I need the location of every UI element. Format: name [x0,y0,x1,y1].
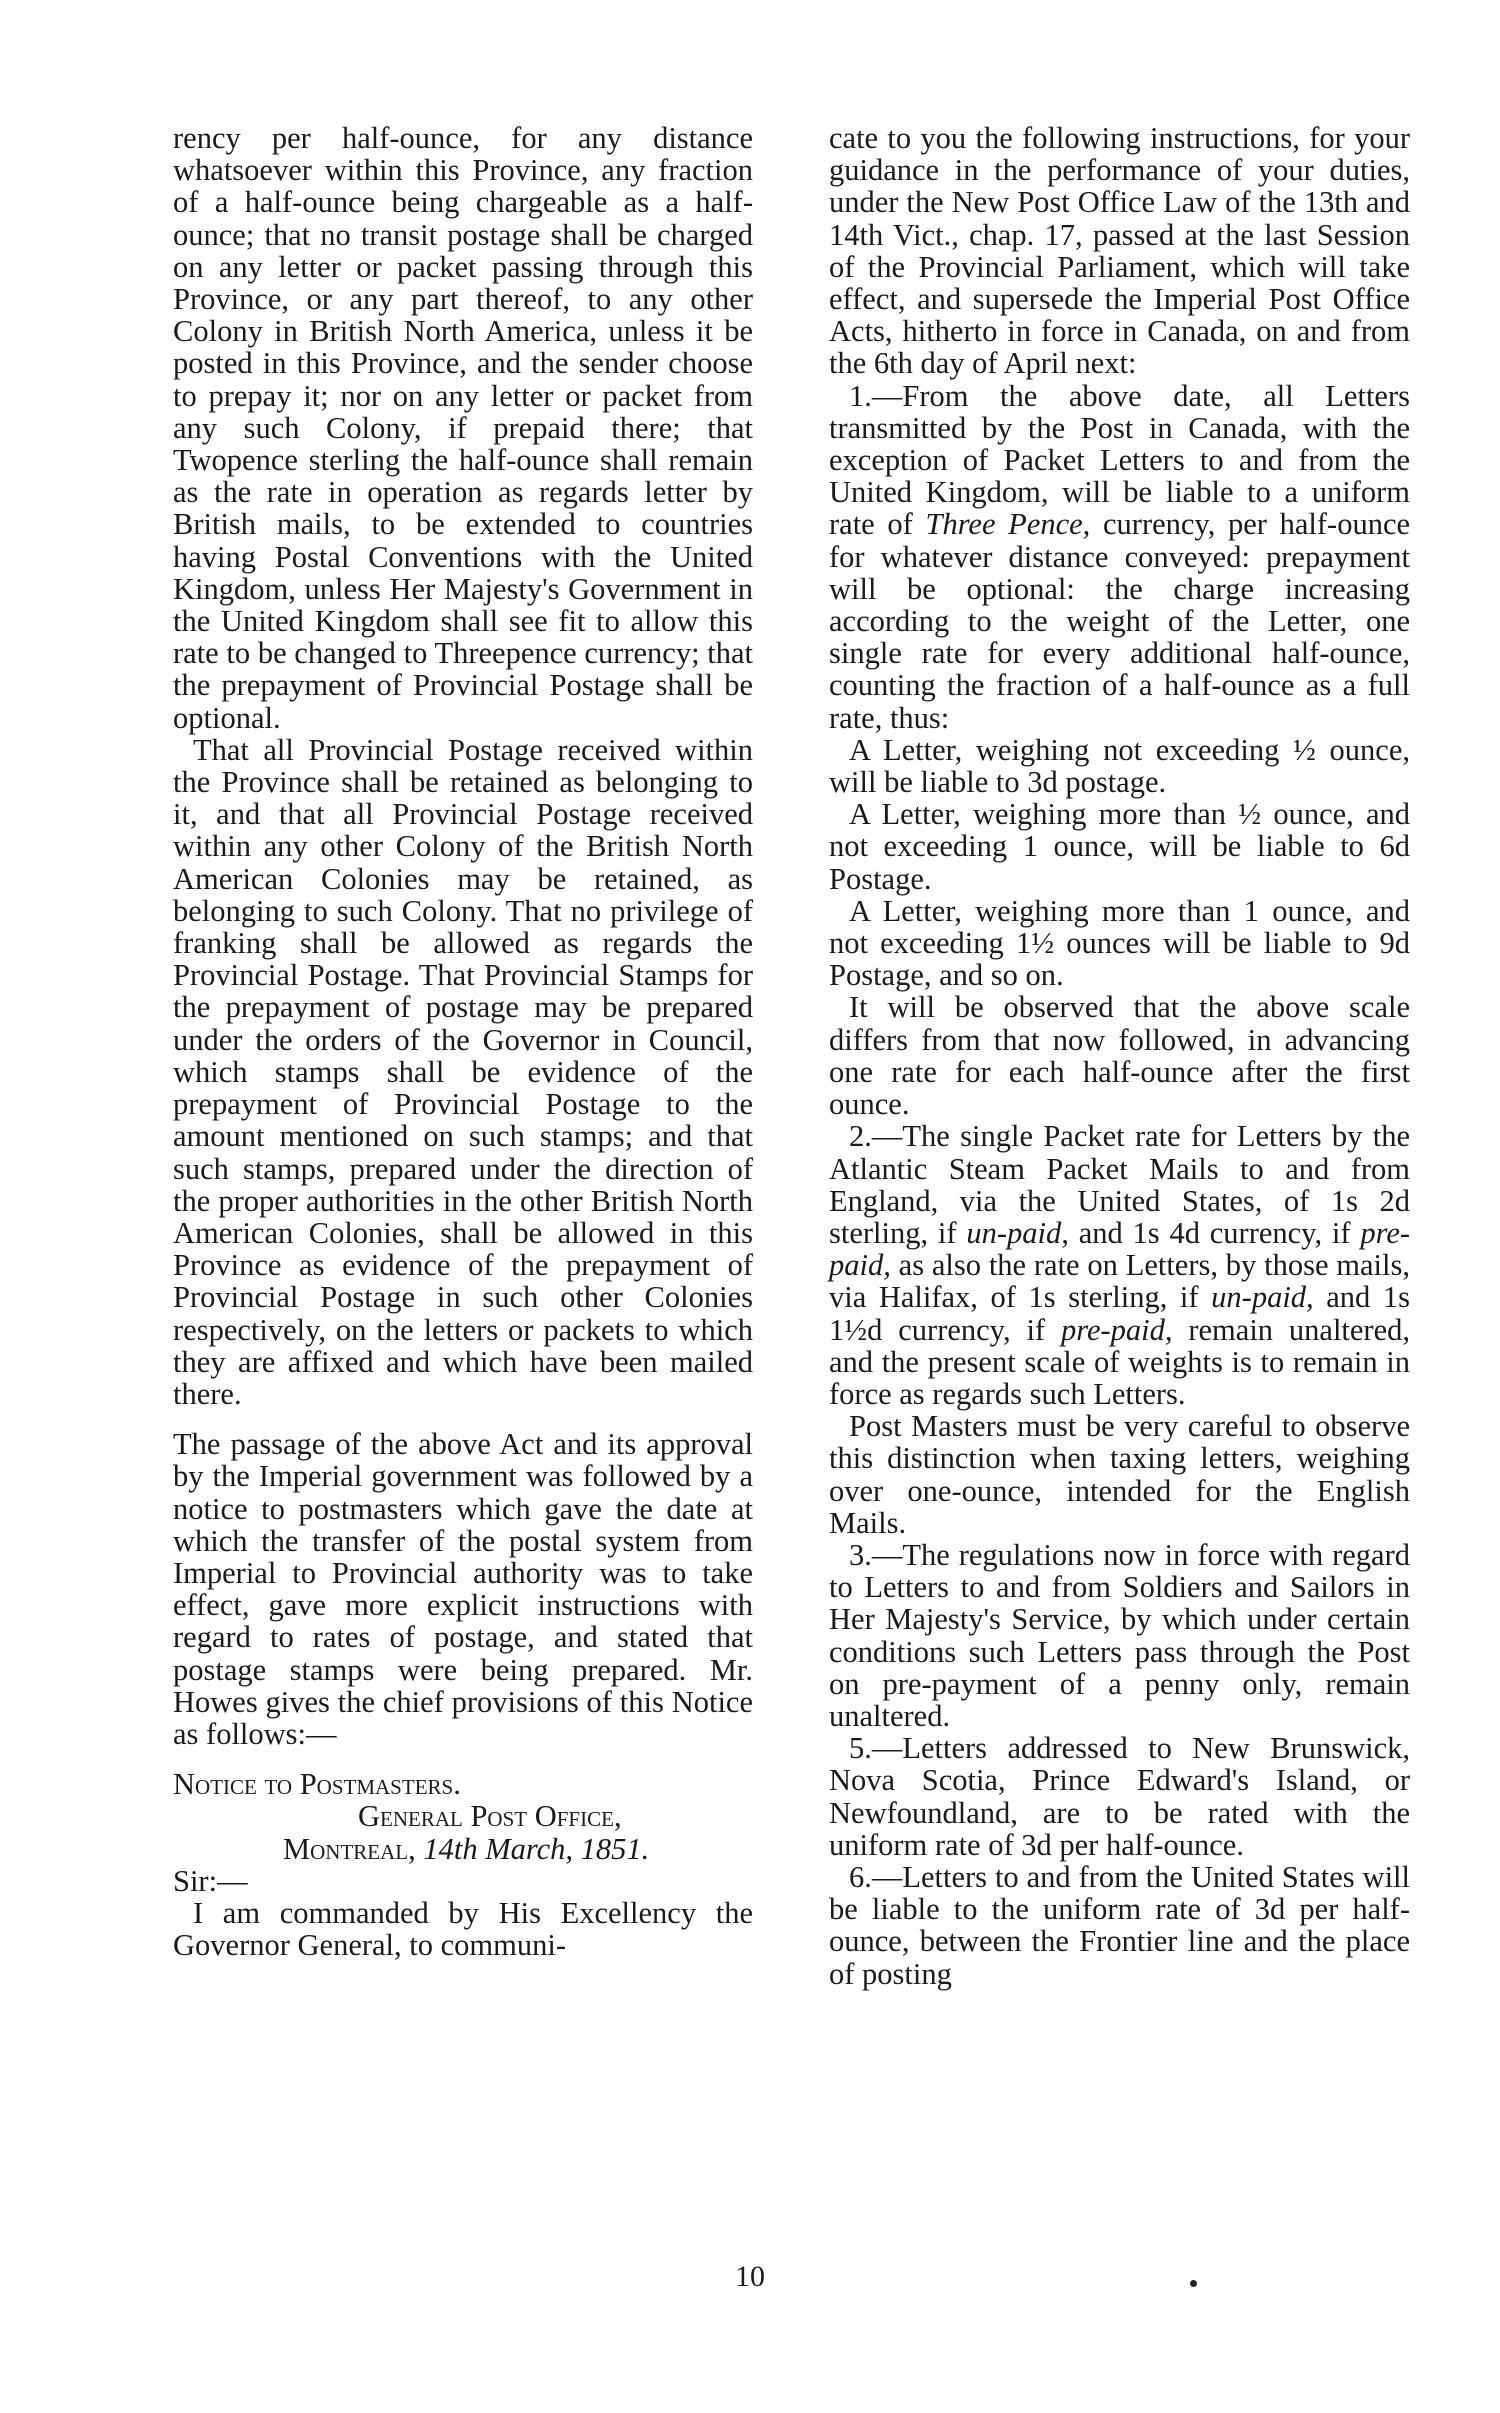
right-paragraph-4: A Letter, weighing more than ½ ounce, and not exceeding 1 ounce, will be liable to 6d Postage. [829,797,1410,896]
notice-heading: Notice to Postmasters. [173,1767,461,1802]
place-name: Montreal, [283,1831,416,1866]
right-p7-e: remain unaltered, and the present scale of weights is to remain in force as regards such Letters. [829,1312,1411,1411]
left-column [173,122,753,1961]
left-paragraph-3: The passage of the above Act and its approval by the Imperial government was followed by a notice to postmasters which gave the date at which the transfer of the postal system from Imperial to Provincial authority was to take effect, gave more explicit instructions with regard to rates of postage, and stated that postage stamps were being prepared. Mr. Howes gives the chief provisions of this Notice as follows:— [173,1427,753,1751]
right-paragraph-10: 5.—Letters addressed to New Brunswick, Nova Scotia, Prince Edward's Island, or Newfoundland, are to be rated with the uniform rate of 3d per half-ounce. [829,1731,1410,1862]
notice-dateline [173,1833,753,1865]
right-p7-a: 2.—The single Packet rate for Letters by the Atlantic Steam Packet Mails to and from England, via the United States, of 1s 2d sterling, if [829,1119,1410,1250]
left-paragraph-2: That all Provincial Postage received within the Province shall be retained as belonging to it, and that all Provincial Postage received within any other Colony of the British North American Colonies may be retained, as belonging to such Colony. That no privilege of franking shall be allowed as regards the Provincial Postage. That Provincial Stamps for the prepayment of postage may be prepared under the orders of the Governor in Council, which stamps shall be evidence of the prepayment of Provincial Postage to the amount mentioned on such stamps; and that such stamps, prepared under the direction of the proper authorities in the other British North American Colonies, shall be allowed in this Province as evidence of the prepayment of Provincial Postage in such other Colonies respectively, on the letters or packets to which they are affixed and which have been mailed there. [173,732,753,1411]
right-paragraph-1: cate to you the following instructions, for your guidance in the performance of your duties, under the New Post Office Law of the 13th and 14th Vict., chap. 17, passed at the last Session of the Provincial Parliament, which will take effect, and supersede the Imperial Post Office Acts, hitherto in force in Canada, on and from the 6th day of April next: [829,121,1410,381]
right-p2-b: currency, per half-ounce for whatever distance conveyed: prepayment will be optional: the charge increasing according to the weight of the Letter, one single rate for every additional half-ounce, counting the fraction of a half-ounce as a full rate, thus: [829,507,1411,735]
left-paragraph-4: I am commanded by His Excellency the Governor General, to communi- [173,1895,753,1963]
right-paragraph-3: A Letter, weighing not exceeding ½ ounce, will be liable to 3d postage. [829,732,1410,800]
right-paragraph-8: Post Masters must be very careful to observe this distinction when taxing letters, weighing over one-ounce, intended for the English Mails. [829,1409,1410,1540]
right-p7-d: and 1s 1½d currency, if [829,1280,1411,1347]
office-name: General Post Office, [358,1799,622,1834]
page-number: 10 [735,2260,765,2293]
right-column [829,122,1410,1990]
right-p7-i3: un-paid, [1211,1280,1314,1315]
right-paragraph-2 [829,380,1410,734]
left-paragraph-1: rency per half-ounce, for any distance whatsoever within this Province, any fraction of a half-ounce being chargeable as a half-ounce; that no transit postage shall be charged on any letter or packet passing through this Province, or any part thereof, to any other Colony in British North America, unless it be posted in this Province, and the sender choose to prepay it; nor on any letter or packet from any such Colony, if prepaid there; that Twopence sterling the half-ounce shall remain as the rate in operation as regards letter by British mails, to be extended to countries having Postal Conventions with the United Kingdom, unless Her Majesty's Government in the United Kingdom shall see fit to allow this rate to be changed to Threepence currency; that the prepayment of Provincial Postage shall be optional. [173,121,753,735]
right-paragraph-7 [829,1120,1410,1410]
right-p2-italic: Three Pence, [925,507,1091,542]
right-p7-i4: pre-paid, [1060,1312,1173,1347]
right-paragraph-5: A Letter, weighing more than 1 ounce, and not exceeding 1½ ounces will be liable to 9d Postage, and so on. [829,893,1410,993]
right-paragraph-9: 3.—The regulations now in force with regard to Letters to and from Soldiers and Sailors in Her Majesty's Service, by which under certain conditions such Letters pass through the Post on pre-payment of a penny only, remain unaltered. [829,1537,1410,1733]
notice-office [173,1800,753,1832]
salutation: Sir:— [173,1863,248,1898]
right-p2-a: 1.—From the above date, all Letters transmitted by the Post in Canada, with the exception of Packet Letters to and from the United Kingdom, will be liable to a uniform rate of [829,378,1410,542]
right-p7-c: as also the rate on Letters, by those mails, via Halifax, of 1s sterling, if [829,1248,1410,1315]
right-paragraph-11: 6.—Letters to and from the United States will be liable to the uniform rate of 3d per half-ounce, between the Frontier line and the place of posting [829,1859,1410,1991]
right-p7-i1: un-paid, [966,1215,1069,1250]
notice-date: 14th March, 1851. [423,1831,650,1866]
right-paragraph-6: It will be observed that the above scale differs from that now followed, in advancing one rate for each half-ounce after the first ounce. [829,990,1410,1122]
right-p7-i2: pre-paid, [829,1215,1411,1283]
ink-dot [1190,2280,1197,2287]
right-p7-b: and 1s 4d currency, if [1078,1215,1351,1250]
